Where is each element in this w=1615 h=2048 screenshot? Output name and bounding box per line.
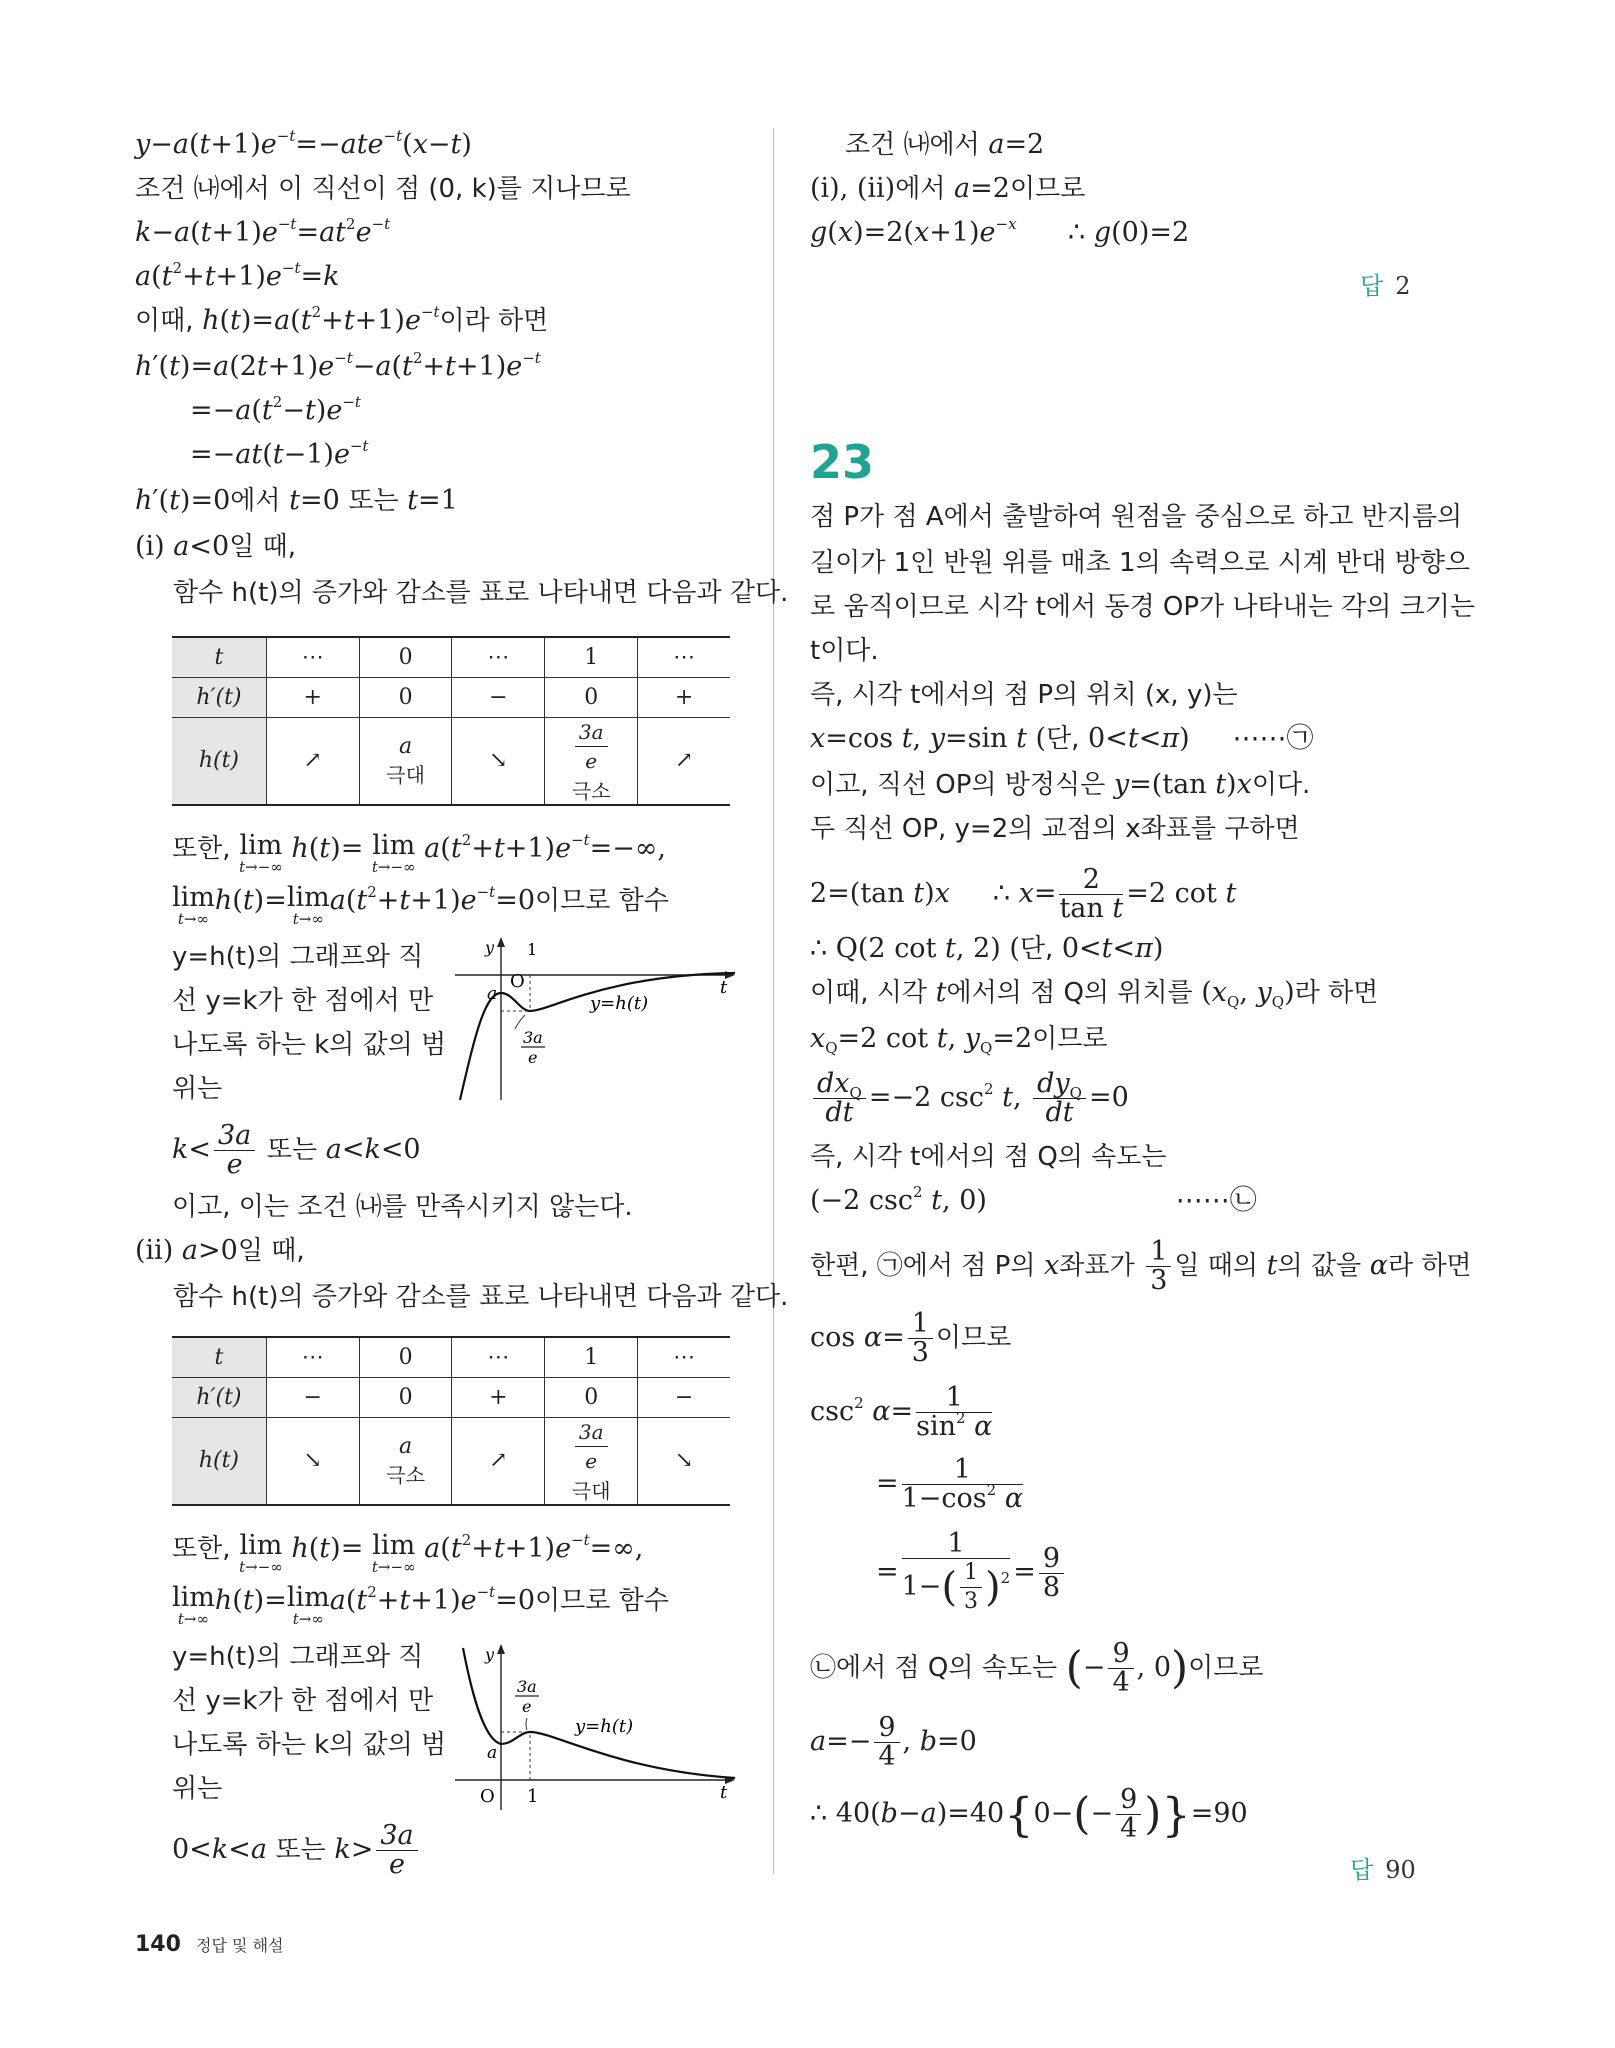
p-line-8: 두 직선 OP, y=2의 교점의 x좌표를 구하면	[810, 814, 1300, 844]
p-line-19: = 1 1−( $\frac{1}{3}$ )$^2$ = $\frac{9}{8}$	[876, 1530, 1067, 1616]
limit-line-1a: 또한, lim t→−∞ h(t)= lim t→−∞ $a(t^2+t+1)e^{-t}=-\infty$,	[172, 830, 666, 876]
table2-header-cell: 1	[545, 1337, 638, 1377]
eq-line-8: $=-at(t-1)e^{-t}$	[190, 437, 369, 470]
p-line-21: a=− $\frac{9}{4}$ , b=0	[810, 1712, 977, 1772]
eq-line-9: h′(t)=0에서 t=0 또는 t=1	[135, 485, 458, 516]
answer-value: 90	[1385, 1856, 1416, 1884]
page-footer	[135, 1932, 283, 1957]
variation-table-1	[172, 636, 730, 806]
graph-2-h-of-t-a-positive	[455, 1640, 740, 1815]
svg-text:e: e	[528, 1048, 538, 1067]
p-line-6: x=cos t, y=sin t (단, 0<t<π) ⋯⋯㉠	[810, 723, 1314, 754]
graph1-text-d: 위는	[172, 1074, 223, 1104]
graph2-text-c: 나도록 하는 k의 값의 범	[172, 1730, 447, 1760]
table1-row2-cell: 0	[359, 677, 452, 717]
conclusion-1: 이고, 이는 조건 ㈏를 만족시키지 않는다.	[172, 1192, 633, 1222]
r-line-2: (i), (ii)에서 a=2이므로	[810, 173, 1086, 204]
p-line-10: ∴ Q(2 cot t, 2) (단, 0<t<π)	[810, 933, 1164, 964]
p-line-9: 2=(tan t)x ∴ x= $\frac{2}{\text{tan t}}$ =2 cot t	[810, 864, 1237, 924]
text-line-2: 조건 ㈏에서 이 직선이 점 (0, k)를 지나므로	[135, 174, 631, 204]
table2-header-cell: ⋯	[452, 1337, 545, 1377]
table2-min-label: 극소	[386, 1462, 425, 1487]
eq-line-4: $a(t^2+t+1)e^{-t}=k$	[135, 259, 340, 292]
increase-arrow: ↗	[266, 717, 359, 805]
table2-row3-label: h(t)	[172, 1417, 266, 1505]
svg-text:y: y	[485, 938, 495, 957]
table2-header-t: t	[172, 1337, 266, 1377]
table2-row2-cell: 0	[545, 1377, 638, 1417]
table2-max-cell: $\frac{3a}{e}$ 극대	[545, 1417, 638, 1505]
variation-table-2	[172, 1336, 730, 1506]
svg-text:a: a	[487, 1743, 498, 1763]
table1-min-label: 극소	[571, 778, 611, 803]
increase-arrow: ↗	[638, 717, 730, 805]
graph1-text-b: 선 y=k가 한 점에서 만	[172, 986, 434, 1016]
problem-number: 23	[810, 435, 875, 489]
svg-text:y=h(t): y=h(t)	[590, 993, 649, 1014]
table2-row2-cell: −	[638, 1377, 730, 1417]
range-result-2: 0<k<a 또는 k> $\frac{3a}{e}$	[172, 1822, 421, 1879]
svg-text:e: e	[522, 1697, 532, 1716]
r-line-3: $g(x)=2(x+1)e^{-x}$ ∴ g(0)=2	[810, 215, 1190, 248]
svg-text:3a: 3a	[523, 1028, 543, 1047]
eq-line-1: $y-a(t+1)e^{-t}=-ate^{-t}(x-t)$	[135, 127, 472, 160]
eq-line-7: $=-a(t^2-t)e^{-t}$	[190, 393, 361, 426]
svg-text:a: a	[487, 984, 498, 1004]
graph1-text-c: 나도록 하는 k의 값의 범	[172, 1030, 447, 1060]
table1-header-cell: 1	[545, 637, 638, 677]
limit-line-2a: 또한, lim t→−∞ h(t)= lim t→−∞ $a(t^2+t+1)e^{-t}=\infty$,	[172, 1530, 644, 1576]
decrease-arrow: ↘	[266, 1417, 359, 1505]
p-line-5: 즉, 시각 t에서의 점 P의 위치 (x, y)는	[810, 680, 1238, 710]
table2-header-cell: ⋯	[638, 1337, 730, 1377]
eq-line-3: $k-a(t+1)e^{-t}=at^2e^{-t}$	[135, 215, 391, 248]
table2-header-cell: 0	[359, 1337, 452, 1377]
graph-1-h-of-t-a-negative	[455, 935, 740, 1105]
table2-row2-cell: −	[266, 1377, 359, 1417]
svg-text:O: O	[480, 1786, 495, 1807]
table1-header-cell: ⋯	[266, 637, 359, 677]
p-line-11: 이때, 시각 t에서의 점 Q의 위치를 ($x_Q$, $y_Q$)라 하면	[810, 977, 1379, 1011]
svg-text:3a: 3a	[517, 1677, 537, 1696]
answer-value: 2	[1395, 272, 1411, 300]
table1-row2-cell: 0	[545, 677, 638, 717]
p-line-15: 한편, ㉠에서 점 P의 x좌표가 $\frac{1}{3}$ 일 때의 t의 값을 α라 하면	[810, 1236, 1472, 1296]
graph2-text-a: y=h(t)의 그래프와 직	[172, 1642, 424, 1672]
svg-text:t: t	[720, 977, 728, 998]
graph2-text-b: 선 y=k가 한 점에서 만	[172, 1686, 434, 1716]
svg-text:t: t	[720, 1782, 728, 1803]
p-line-1: 점 P가 점 A에서 출발하여 원점을 중심으로 하고 반지름의	[810, 502, 1463, 532]
case2-intro: 함수 h(t)의 증가와 감소를 표로 나타내면 다음과 같다.	[173, 1282, 789, 1312]
table1-header-cell: 0	[359, 637, 452, 677]
answer-label: 답	[1350, 1856, 1374, 1884]
eq-line-5: 이때, $h(t)=a(t^2+t+1)e^{-t}$이라 하면	[135, 303, 549, 336]
table2-row2-cell: +	[452, 1377, 545, 1417]
decrease-arrow: ↘	[452, 717, 545, 805]
p-line-14: (−2 $\csc^2 t$, 0) ⋯⋯㉡	[810, 1183, 1257, 1216]
answer-1	[1360, 266, 1410, 301]
p-line-13: 즉, 시각 t에서의 점 Q의 속도는	[810, 1142, 1167, 1172]
svg-text:y: y	[485, 1645, 495, 1664]
table1-max-cell: a 극대	[359, 717, 452, 805]
p-line-18: = $\frac{1}{1-\cos^2 \alpha}$	[876, 1454, 1024, 1514]
p-line-derivative: $\frac{dx_Q}{dt}$ =−2 $\csc^2 t$, $\frac{dy_Q}{dt}$ =0	[810, 1070, 1129, 1127]
limit-line-2b: lim t→∞ h(t)= lim t→∞ $a(t^2+t+1)e^{-t}=0$이므로 함수	[172, 1582, 669, 1628]
p-line-17: $\csc^2 \alpha=$ $\frac{1}{\sin^2 \alpha}$	[810, 1382, 993, 1442]
p-line-7: 이고, 직선 OP의 방정식은 y=(tan t)x이다.	[810, 769, 1311, 800]
increase-arrow: ↗	[452, 1417, 545, 1505]
table1-row3-label: h(t)	[172, 717, 266, 805]
table2-row2-cell: 0	[359, 1377, 452, 1417]
table2-min-cell: a 극소	[359, 1417, 452, 1505]
footer-title: 정답 및 해설	[196, 1936, 284, 1955]
table2-row2-label: h′(t)	[172, 1377, 266, 1417]
table2-max-label: 극대	[571, 1478, 611, 1503]
p-line-20: ㉡에서 점 Q의 속도는 (− $\frac{9}{4}$ , 0)이므로	[810, 1638, 1264, 1698]
svg-text:1: 1	[527, 1786, 539, 1807]
answer-label: 답	[1360, 272, 1384, 300]
table1-row2-label: h′(t)	[172, 677, 266, 717]
svg-text:1: 1	[527, 940, 538, 959]
page-number: 140	[135, 1932, 181, 1957]
table1-header-cell: ⋯	[452, 637, 545, 677]
graph1-text-a: y=h(t)의 그래프와 직	[172, 942, 424, 972]
p-line-22: ∴ 40(b−a)=40{0−(− $\frac{9}{4}$ )}=90	[810, 1784, 1248, 1844]
p-line-16: cos α= $\frac{1}{3}$ 이므로	[810, 1308, 1012, 1368]
svg-text:y=h(t): y=h(t)	[575, 1716, 634, 1737]
p-line-3: 로 움직이므로 시각 t에서 동경 OP가 나타내는 각의 크기는	[810, 592, 1476, 622]
table1-row2-cell: −	[452, 677, 545, 717]
p-line-4: t이다.	[810, 636, 879, 666]
range-result-1: k< $\frac{3a}{e}$ 또는 a<k<0	[172, 1120, 421, 1180]
case1-label: (i) a<0일 때,	[135, 531, 296, 562]
table1-header-t: t	[172, 637, 266, 677]
graph2-text-d: 위는	[172, 1774, 223, 1804]
svg-text:O: O	[510, 971, 525, 992]
decrease-arrow: ↘	[638, 1417, 730, 1505]
table1-min-cell: $\frac{3a}{e}$ 극소	[545, 717, 638, 805]
eq-line-6: $h'(t)=a(2t+1)e^{-t}-a(t^2+t+1)e^{-t}$	[135, 349, 541, 382]
table2-header-cell: ⋯	[266, 1337, 359, 1377]
table1-max-label: 극대	[386, 762, 425, 787]
answer-2	[1350, 1850, 1416, 1885]
limit-line-1b: lim t→∞ h(t)= lim t→∞ $a(t^2+t+1)e^{-t}=0$이므로 함수	[172, 882, 669, 928]
p-line-2: 길이가 1인 반원 위를 매초 1의 속력으로 시계 반대 방향으	[810, 548, 1471, 578]
table1-header-cell: ⋯	[638, 637, 730, 677]
case1-intro: 함수 h(t)의 증가와 감소를 표로 나타내면 다음과 같다.	[173, 578, 789, 608]
table1-row2-cell: +	[266, 677, 359, 717]
r-line-1: 조건 ㈏에서 a=2	[845, 129, 1045, 160]
table1-row2-cell: +	[638, 677, 730, 717]
column-divider	[773, 128, 774, 1874]
p-line-12: $x_Q=2$ cot t, $y_Q=2$이므로	[810, 1023, 1108, 1057]
case2-label: (ii) a>0일 때,	[135, 1235, 305, 1266]
